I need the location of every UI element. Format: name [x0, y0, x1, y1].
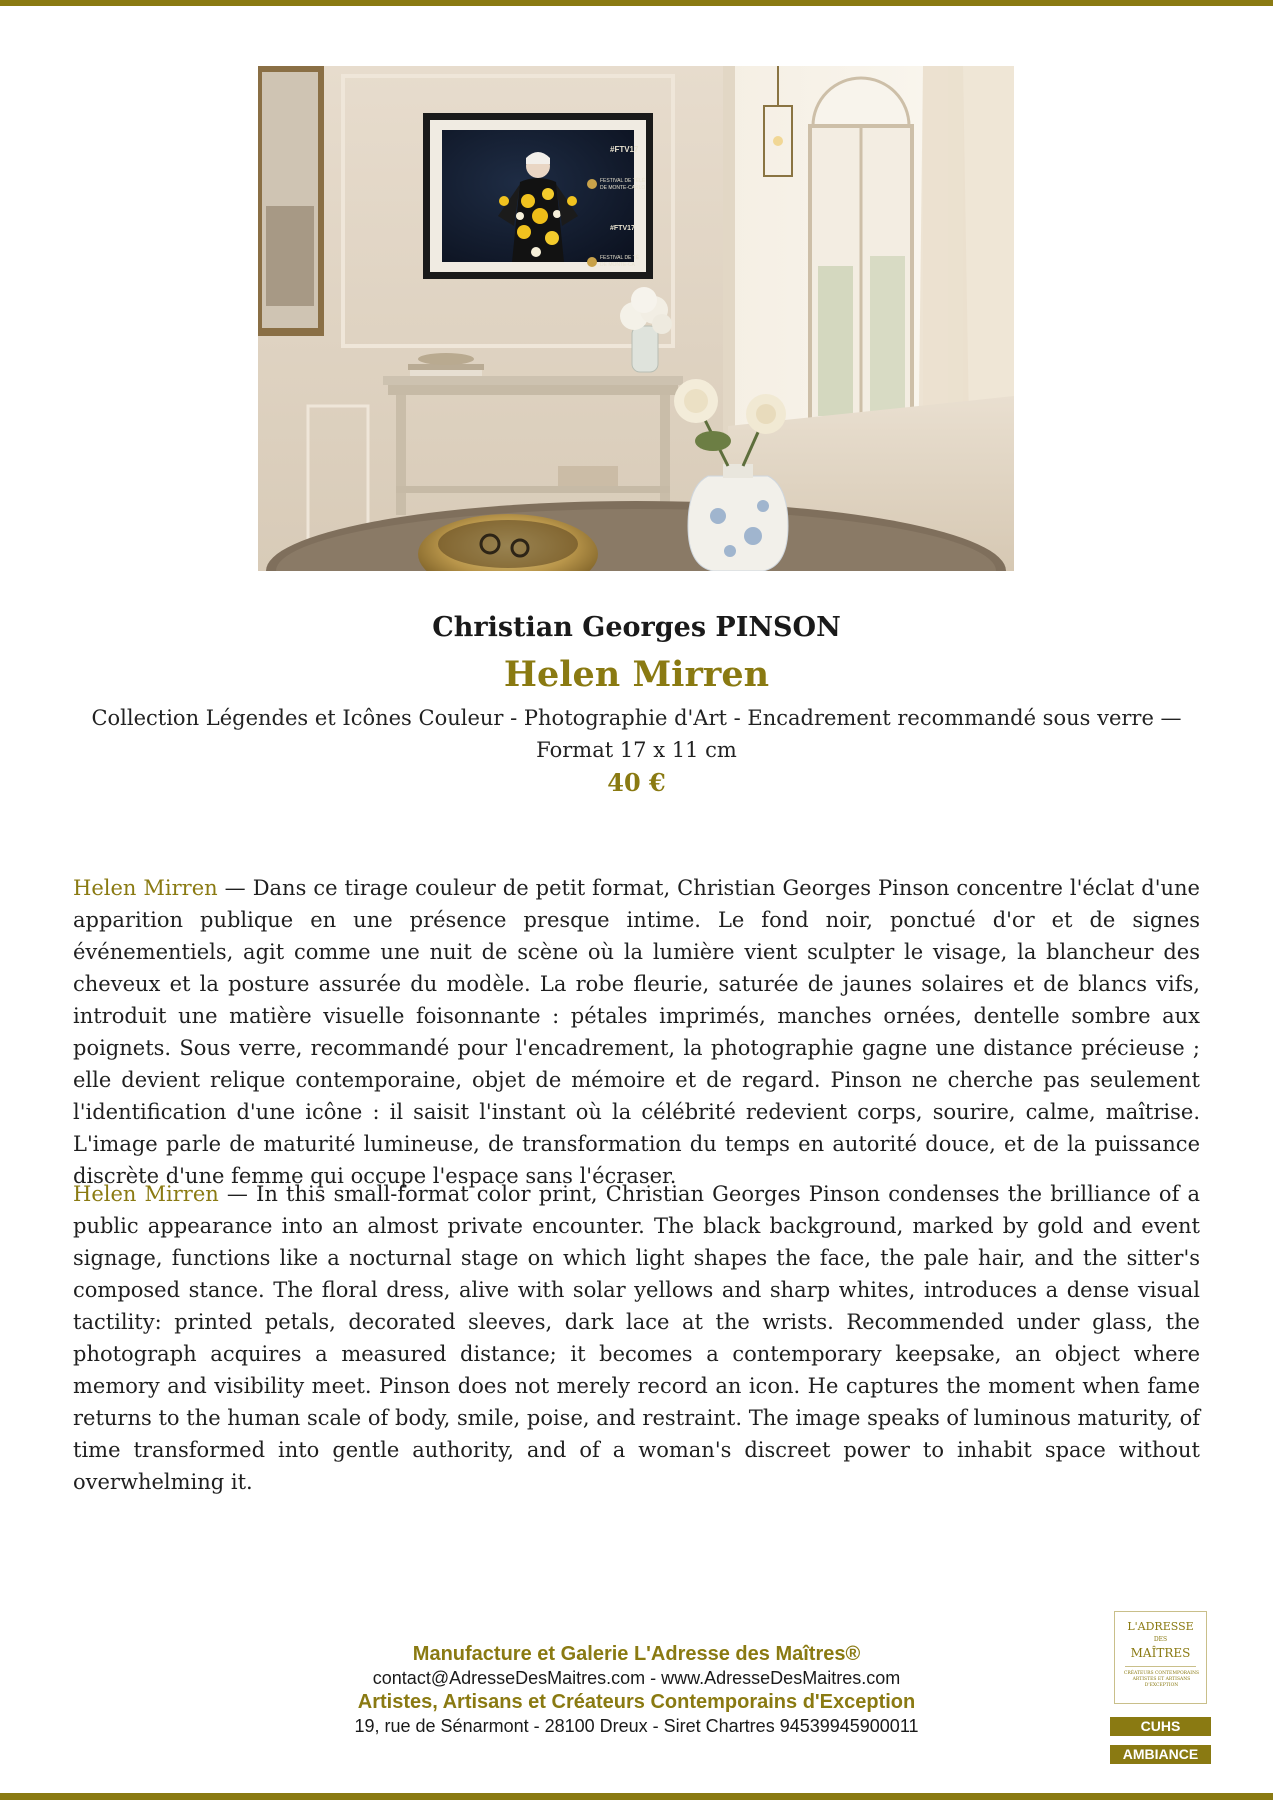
- description-en-text: — In this small-format color print, Christian Georges Pinson condenses the brilliance of a public appearance into an almost private encounter. The black background, marked by gold and event signage, functions like a nocturnal stage on which light shapes the face, the pale hair, and the sitter's composed stance. The floral dress, alive with solar yellows and sharp whites, introduces a dense visual tactility: printed petals, decorated sleeves, dark lace at the wrists. Recommended under glass, the photograph acquires a measured distance; it becomes a contemporary keepsake, an object where memory and visibility meet. Pinson does not merely record an icon. He captures the moment when fame returns to the human scale of body, smile, poise, and restraint. The image speaks of luminous maturity, of time transformed into gentle authority, and of a woman's discreet power to inhabit space without overwhelming it.: [73, 1182, 1200, 1494]
- description-en-lead: Helen Mirren: [73, 1182, 219, 1206]
- description-fr-lead: Helen Mirren: [73, 876, 218, 900]
- logo-line-1: L'ADRESSE: [1127, 1620, 1194, 1633]
- logo-line-2: DES: [1153, 1636, 1168, 1643]
- top-accent-bar: [0, 0, 1273, 6]
- badge-ambiance: AMBIANCE: [1110, 1745, 1211, 1764]
- logo-divider: [1125, 1666, 1196, 1667]
- footer-gallery-name: Manufacture et Galerie L'Adresse des Maîtres®: [412, 1643, 861, 1665]
- artist-name: Christian Georges PINSON: [432, 612, 841, 643]
- footer-tagline: Artistes, Artisans et Créateurs Contemporains d'Exception: [357, 1691, 916, 1713]
- artwork-price: 40 €: [607, 768, 666, 797]
- footer-address: 19, rue de Sénarmont - 28100 Dreux - Siret Chartres 94539945900011: [354, 1716, 919, 1736]
- logo-line-4: CRÉATEURS CONTEMPORAINS ARTISTES ET ARTISANS D'EXCEPTION: [1123, 1671, 1200, 1688]
- gallery-logo: [1114, 1611, 1207, 1704]
- footer-contact: contact@AdresseDesMaitres.com - www.AdresseDesMaitres.com: [372, 1668, 901, 1688]
- artwork-subtitle: Collection Légendes et Icônes Couleur - Photographie d'Art - Encadrement recommandé sous verre — Format 17 x 11 cm: [91, 706, 1182, 762]
- logo-line-3: MAÎTRES: [1130, 1646, 1191, 1660]
- artwork-room-photo: [258, 66, 1014, 571]
- description-fr-text: — Dans ce tirage couleur de petit format, Christian Georges Pinson concentre l'éclat d'une apparition publique en une présence presque intime. Le fond noir, ponctué d'or et de signes événementiels, agit comme une nuit de scène où la lumière vient sculpter le visage, la blancheur des cheveux et la posture assurée du modèle. La robe fleurie, saturée de jaunes solaires et de blancs vifs, introduit une matière visuelle foisonnante : pétales imprimés, manches ornées, dentelle sombre aux poignets. Sous verre, recommandé pour l'encadrement, la photographie gagne une distance précieuse ; elle devient relique contemporaine, objet de mémoire et de regard. Pinson ne cherche pas seulement l'identification d'une icône : il saisit l'instant où la célébrité redevient corps, sourire, calme, maîtrise. L'image parle de maturité lumineuse, de transformation du temps en autorité douce, et de la puissance discrète d'une femme qui occupe l'espace sans l'écraser.: [73, 876, 1200, 1188]
- svg-text:#FTV17: #FTV17: [610, 145, 639, 154]
- bottom-accent-bar: [0, 1793, 1273, 1800]
- svg-text:#FTV17: #FTV17: [610, 225, 635, 232]
- svg-text:DE MONTE-CARLO: DE MONTE-CARLO: [600, 185, 646, 191]
- svg-text:FESTIVAL DE TÉ: FESTIVAL DE TÉ: [600, 255, 640, 261]
- svg-text:DE MONTE-CA: DE MONTE-CA: [600, 262, 635, 268]
- description-en: [73, 1178, 1200, 1498]
- artwork-title: Helen Mirren: [503, 654, 770, 695]
- svg-text:FESTIVAL DE TÉLÉ: FESTIVAL DE TÉLÉ: [600, 178, 646, 184]
- description-fr: [73, 872, 1200, 1192]
- badge-cuhs: CUHS: [1110, 1717, 1211, 1736]
